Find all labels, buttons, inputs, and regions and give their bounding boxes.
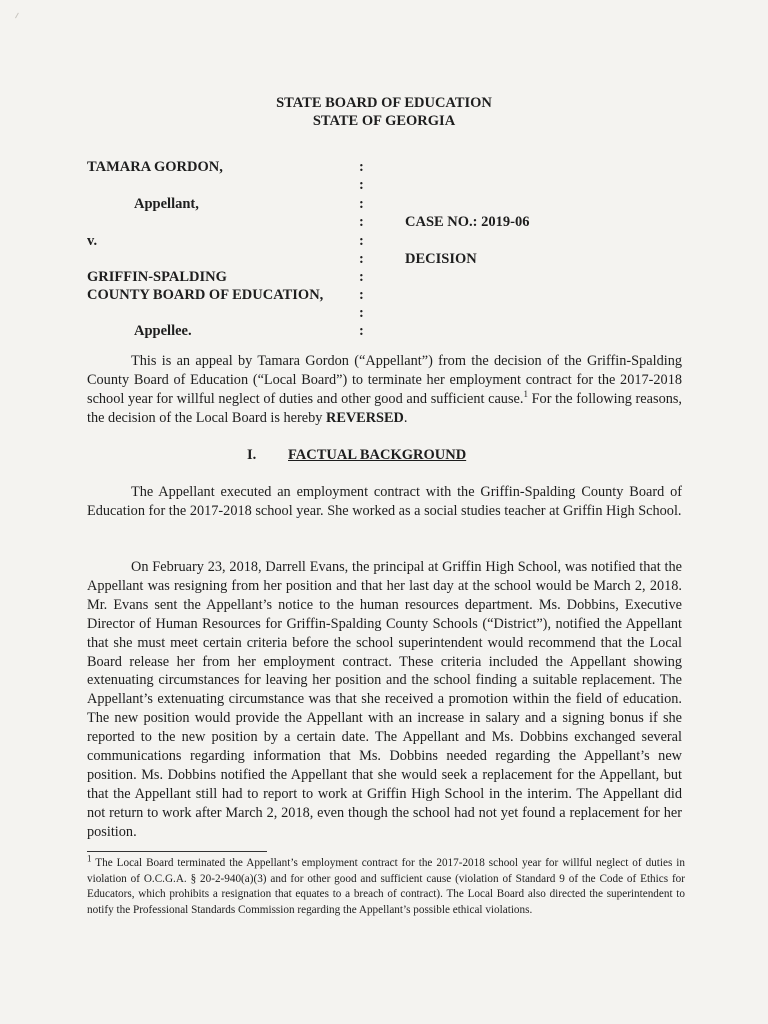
case-number: CASE NO.: 2019-06 bbox=[405, 214, 530, 230]
appellant-role: Appellant, bbox=[134, 196, 199, 212]
body-paragraph bbox=[87, 558, 682, 842]
caption-colon: : bbox=[359, 233, 364, 249]
document-type: DECISION bbox=[405, 251, 477, 267]
versus-label: v. bbox=[87, 233, 98, 249]
body-paragraph bbox=[87, 483, 682, 521]
footnote-reference[interactable]: 1 bbox=[523, 389, 528, 400]
appellee-name-line2: COUNTY BOARD OF EDUCATION, bbox=[87, 287, 324, 303]
footnote-text: The Local Board terminated the Appellant’s employment contract for the 2017-2018 school year for willful neglect of duties in violation of O.C.G.A. § 20-2-940(a)(3) and for other good and sufficient cause (violation of Standard 9 of the Code of Ethics for Educators, which prohibits a resignation that equates to a breach of contract). The Local Board also directed the superintendent to notify the Professional Standards Commission regarding the Appellant’s possible ethical violations. bbox=[87, 857, 685, 916]
caption-colon: : bbox=[359, 323, 364, 339]
intro-paragraph bbox=[87, 352, 682, 428]
agency-title: STATE BOARD OF EDUCATION bbox=[276, 95, 492, 111]
paragraph-text: On February 23, 2018, Darrell Evans, the principal at Griffin High School, was notified that the Appellant was resigning from her position and that her last day at the school would be March 2, 2018. Mr. Evans sent the Appellant’s notice to the human resources department. Ms. Dobbins, Executive Director of Human Resources for Griffin-Spalding County Schools (“District”), notified the Appellant that she must meet certain criteria before the school superintendent would recommend that the Local Board release her from her employment contract. These criteria included the Appellant showing extenuating circumstances for leaving her position and the school finding a suitable replacement. The Appellant’s extenuating circumstance was that she received a promotion within the field of education. The new position would provide the Appellant with an increase in salary and a signing bonus if she reported to the new position by a certain date. The Appellant and Ms. Dobbins exchanged several communications regarding information that Ms. Dobbins needed regarding the Appellant’s new position. Ms. Dobbins notified the Appellant that she would seek a replacement for the Appellant, but that the Appellant still had to report to work at Griffin High School in the interim. The Appellant did not return to work after March 2, 2018, even though the school had not yet found a replacement for her position. bbox=[87, 559, 682, 840]
footnote bbox=[87, 853, 685, 918]
jurisdiction-title: STATE OF GEORGIA bbox=[312, 113, 456, 129]
caption-colon: : bbox=[359, 269, 364, 285]
intro-period: . bbox=[403, 409, 408, 426]
appellee-name-line1: GRIFFIN-SPALDING bbox=[87, 269, 227, 285]
caption-colon: : bbox=[359, 287, 364, 303]
caption-colon: : bbox=[359, 196, 364, 212]
footnote-divider bbox=[87, 851, 267, 852]
appellant-name: TAMARA GORDON, bbox=[87, 159, 223, 175]
section-number: I. bbox=[247, 447, 257, 463]
caption-colon: : bbox=[359, 159, 364, 175]
caption-colon: : bbox=[359, 251, 364, 267]
scan-artifact bbox=[15, 13, 24, 22]
caption-colon: : bbox=[359, 214, 364, 230]
paragraph-text: The Appellant executed an employment contract with the Griffin-Spalding County Board of Education for the 2017-2018 school year. She worked as a social studies teacher at Griffin High School. bbox=[87, 484, 682, 519]
intro-text-continued: For the following reasons, the decision of the Local Board is hereby bbox=[87, 390, 682, 426]
caption-colon: : bbox=[359, 177, 364, 193]
section-title: FACTUAL BACKGROUND bbox=[288, 447, 467, 463]
appellee-role: Appellee. bbox=[134, 323, 192, 339]
ruling: REVERSED bbox=[326, 409, 404, 426]
footnote-marker: 1 bbox=[87, 853, 92, 864]
intro-text: This is an appeal by Tamara Gordon (“Appellant”) from the decision of the Griffin-Spalding County Board of Education (“Local Board”) to terminate her employment contract for the 2017-2018 school year for willful neglect of duties and other good and sufficient cause. bbox=[87, 353, 682, 407]
caption-colon: : bbox=[359, 305, 364, 321]
